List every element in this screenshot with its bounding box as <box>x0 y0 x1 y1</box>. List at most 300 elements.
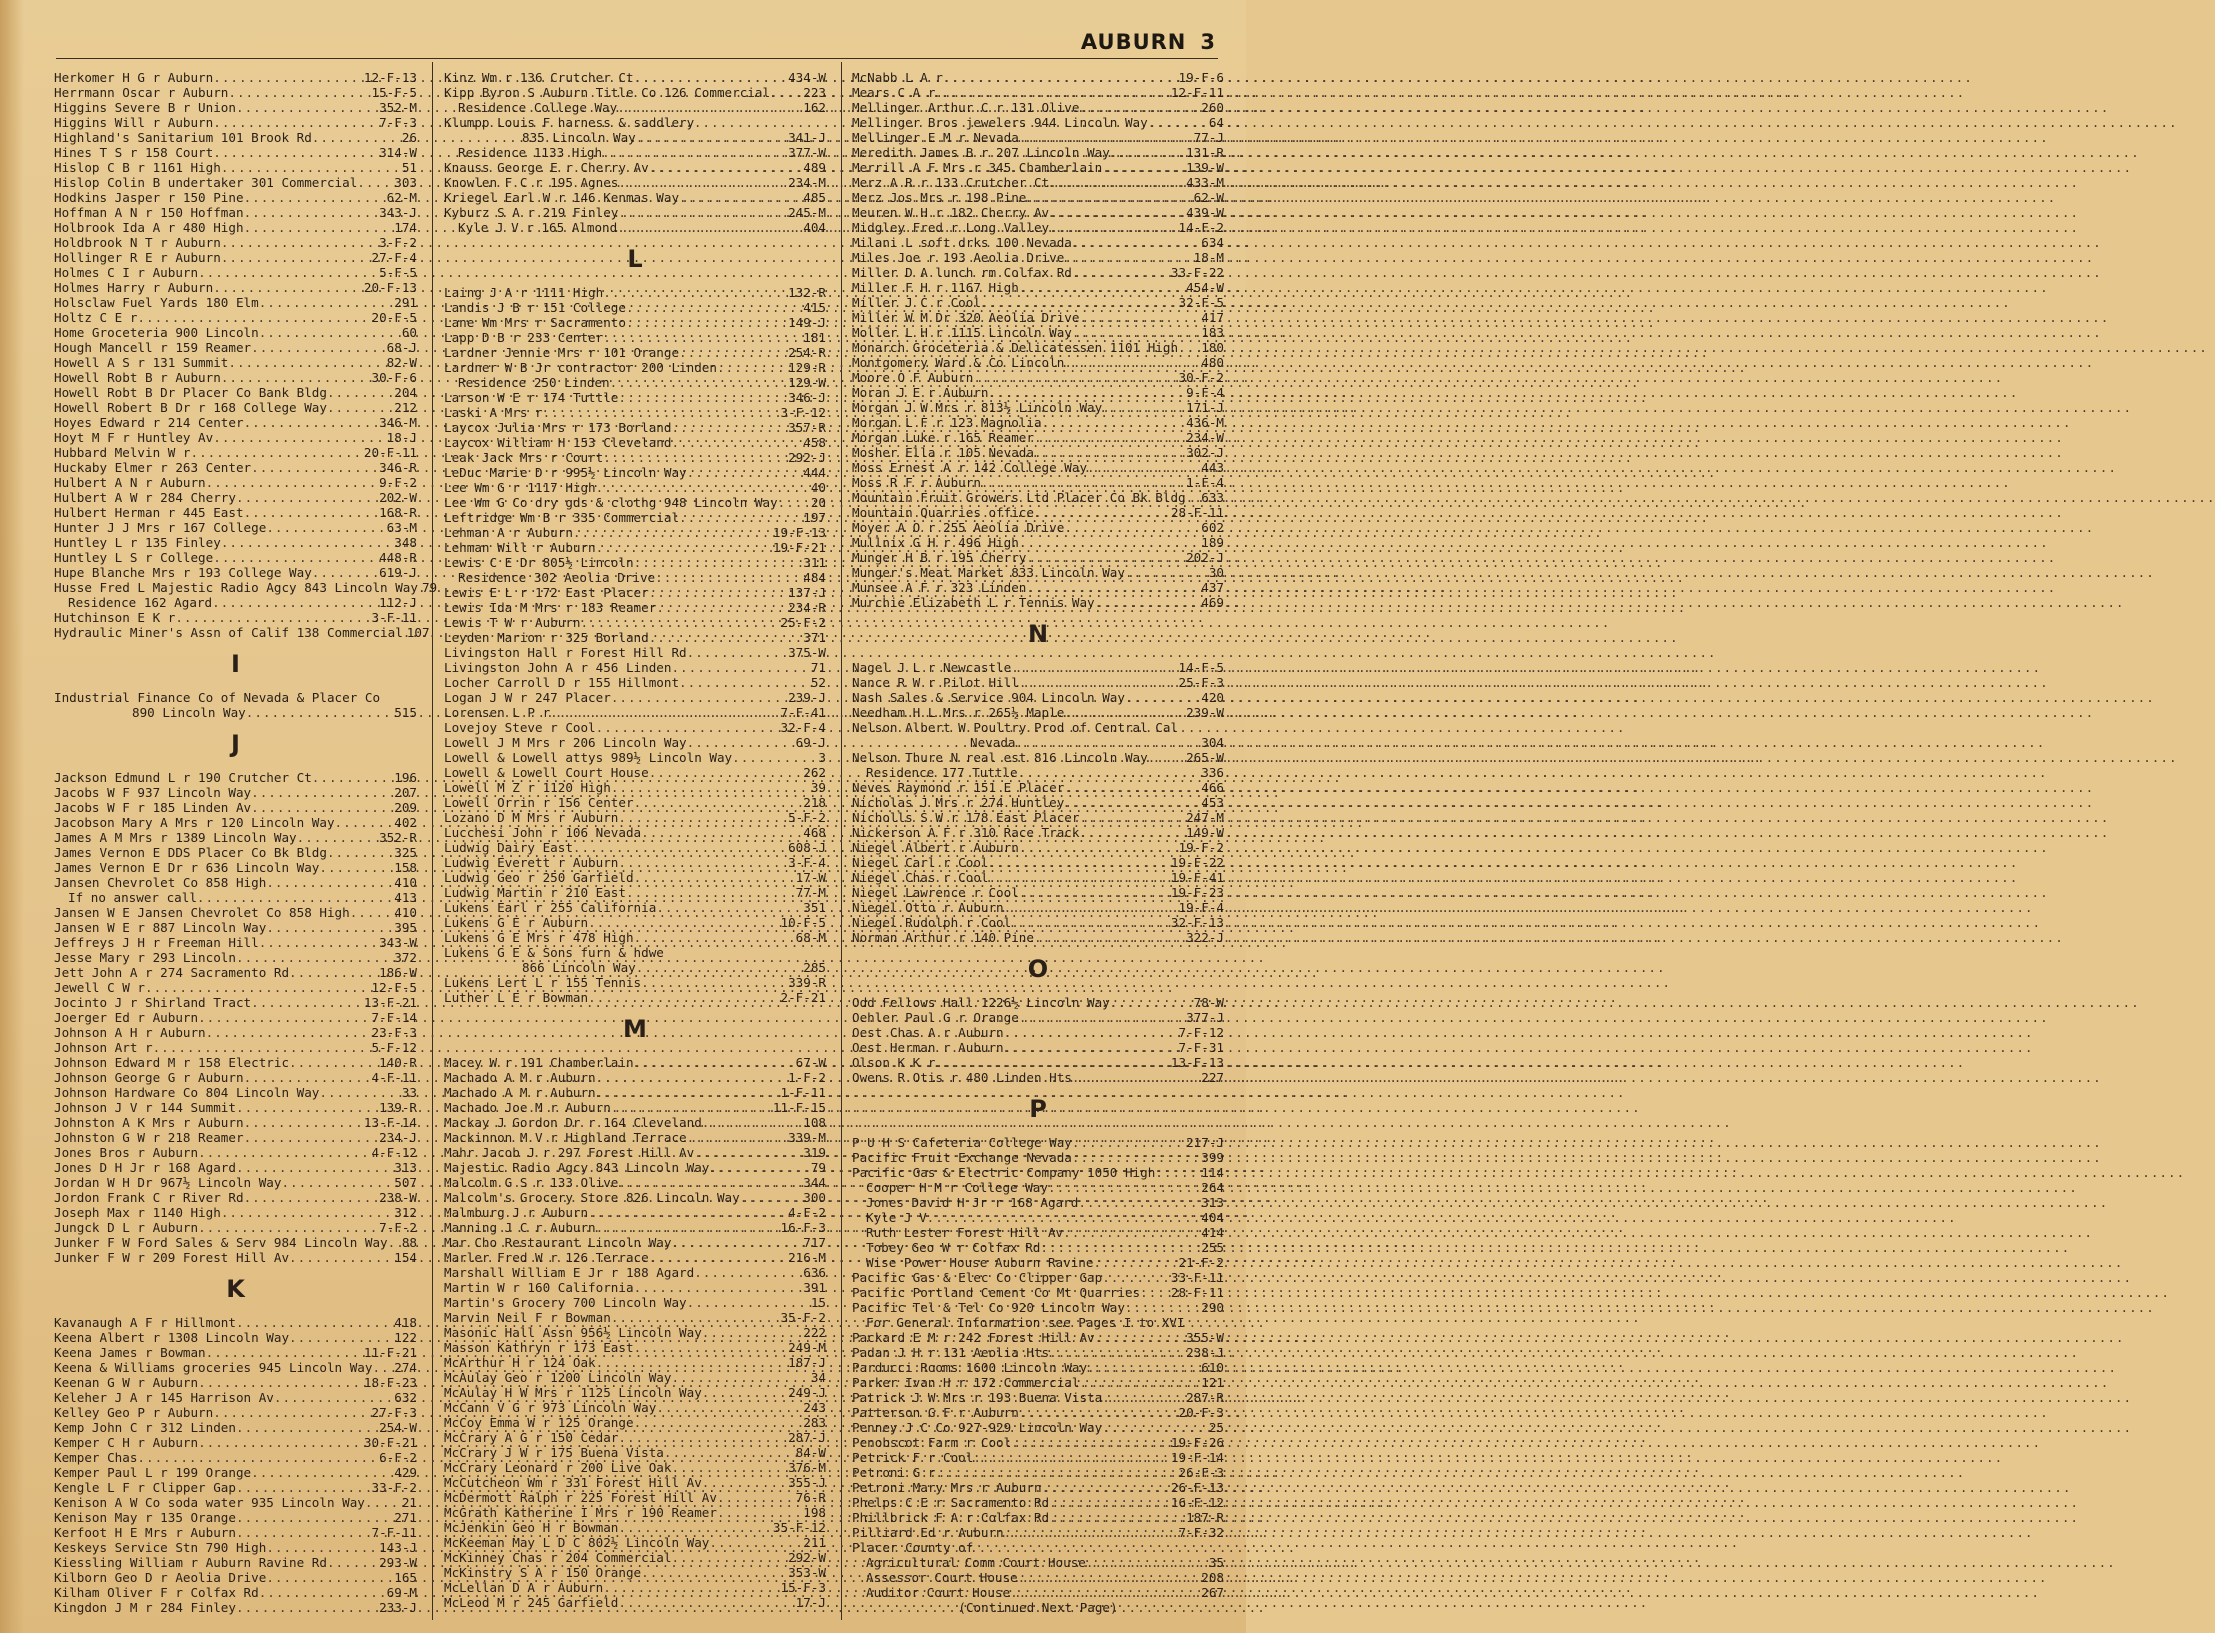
listing-phone: 352-R <box>379 830 417 845</box>
listing-row <box>54 1495 417 1510</box>
listing-row <box>852 750 1224 765</box>
leader-dots <box>198 1010 371 1025</box>
leader-dots <box>1018 765 1202 780</box>
listing-row <box>54 355 417 370</box>
leader-dots <box>611 690 788 705</box>
listing-phone: 88 <box>401 1235 417 1250</box>
listing-row <box>852 310 1224 325</box>
listing-row <box>54 280 417 295</box>
listing-phone: 71 <box>810 660 826 675</box>
listing-phone: 187-R <box>1186 1510 1224 1525</box>
listing-row <box>852 675 1224 690</box>
listing-name: Miles Joe r 193 Aeolia Drive <box>852 250 1065 265</box>
section-letter-n: N <box>1027 620 1049 648</box>
leader-dots <box>1019 130 1194 145</box>
listing-name: McKinney Chas r 204 Commercial <box>444 1550 672 1565</box>
leader-dots <box>671 435 803 450</box>
leader-dots <box>266 1570 394 1585</box>
listing-row <box>852 190 1224 205</box>
listing-name: Padan J H r 131 Aeolia Hts <box>852 1345 1050 1360</box>
listing-row <box>444 1430 826 1445</box>
listing-row <box>444 975 826 990</box>
listing-phone: 5-F-2 <box>788 810 826 825</box>
leader-dots <box>649 585 788 600</box>
listing-row <box>852 145 1224 160</box>
leader-dots <box>1125 565 1209 580</box>
listing-phone: 348 <box>394 535 417 550</box>
listing-row <box>444 115 826 130</box>
leader-dots <box>543 405 781 420</box>
listing-phone: 64 <box>1208 115 1224 130</box>
listing-phone: 507 <box>394 1175 417 1190</box>
listing-row <box>852 660 1224 675</box>
listing-phone: 32-F-5 <box>1178 295 1224 310</box>
listing-name: Residence 250 Linden <box>458 375 610 390</box>
listing-phone: 608-J <box>788 840 826 855</box>
listing-row <box>852 70 1224 85</box>
listing-name: Moller L H r 1115 Lincoln Way <box>852 325 1072 340</box>
listing-phone: 20-F-13 <box>363 280 417 295</box>
listing-name: Lowell & Lowell attys 989½ Lincoln Way <box>444 750 733 765</box>
listing-phone: 19-F-26 <box>1170 1435 1224 1450</box>
listing-name: Jacobs W F r 185 Linden Av <box>54 800 252 815</box>
listing-name: Parducci Rooms 1600 Lincoln Way <box>852 1360 1088 1375</box>
listing-row <box>54 860 417 875</box>
listing-name: Lehman Will r Auburn <box>444 540 596 555</box>
leader-dots <box>610 375 788 390</box>
leader-dots <box>618 390 788 405</box>
listing-phone: 33-F-11 <box>1170 1270 1224 1285</box>
listing-row <box>54 1390 417 1405</box>
listing-row <box>852 250 1224 265</box>
listing-name: Kilham Oliver F r Colfax Rd <box>54 1585 259 1600</box>
listing-name: Lewis Ida M Mrs r 183 Reamer <box>444 600 657 615</box>
leader-dots <box>1079 1375 1201 1390</box>
listing-row <box>444 915 826 930</box>
listing-name: Keleher J A r 145 Harrison Av <box>54 1390 274 1405</box>
listing-phone: 223 <box>803 85 826 100</box>
listing-name: Residence 162 Agard <box>68 595 213 610</box>
listing-phone: 60 <box>401 325 417 340</box>
leader-dots <box>634 1340 789 1355</box>
listing-phone: 375-W <box>788 645 826 660</box>
listing-name: Parker Ivan H r 172 Commercial <box>852 1375 1080 1390</box>
listing-row <box>852 580 1224 595</box>
listing-name: Kemp John C r 312 Linden <box>54 1420 236 1435</box>
leader-dots <box>717 1490 796 1505</box>
listing-row <box>444 465 826 480</box>
listing-phone: 292-J <box>788 450 826 465</box>
leader-dots <box>1140 1285 1171 1300</box>
listing-row <box>852 280 1224 295</box>
listing-row <box>444 810 826 825</box>
listing-row <box>54 1025 417 1040</box>
listing-phone: 132-R <box>788 285 826 300</box>
listing-phone: 11-F-21 <box>363 1345 417 1360</box>
listing-row <box>852 1055 1224 1070</box>
listing-phone: 395 <box>394 920 417 935</box>
listing-name: Hines T S r 158 Court <box>54 145 214 160</box>
listing-row <box>444 645 826 660</box>
listing-name: Petrick F r Cool <box>852 1450 974 1465</box>
listing-name: Kyburz S A r 219 Finley <box>444 205 619 220</box>
listing-phone: 1-F-11 <box>780 1085 826 1100</box>
listing-row <box>444 1580 826 1595</box>
listing-name: Hoyes Edward r 214 Center <box>54 415 244 430</box>
listing-name: Ludwig Everett r Auburn <box>444 855 619 870</box>
listing-name: Meuren W H r 182 Cherry Av <box>852 205 1050 220</box>
listing-name: Lewis E L r 172 East Placer <box>444 585 649 600</box>
listing-row <box>444 1385 826 1400</box>
listing-name: Wise Power House Auburn Ravine <box>866 1255 1094 1270</box>
leader-dots <box>213 115 379 130</box>
listing-phone: 633 <box>1201 490 1224 505</box>
listing-phone: 20 <box>810 495 826 510</box>
listing-name: McGrath Katherine I Mrs r 190 Reamer <box>444 1505 717 1520</box>
leader-dots <box>618 175 788 190</box>
listing-name: Assessor Court House <box>866 1570 1018 1585</box>
listing-name: Placer County of <box>852 1540 974 1555</box>
listing-phone: 30-F-6 <box>371 370 417 385</box>
listing-name: Jacobs W F 937 Lincoln Way <box>54 785 252 800</box>
listing-name: Mears C A r <box>852 85 936 100</box>
listing-phone: 19-F-14 <box>1170 1450 1224 1465</box>
listing-row <box>852 565 1224 580</box>
listing-phone: 19-F-22 <box>1170 855 1224 870</box>
listing-phone: 444 <box>803 465 826 480</box>
listing-phone: 5-F-5 <box>379 265 417 280</box>
listing-row <box>54 310 417 325</box>
listing-name: Junker F W Ford Sales & Serv 984 Lincoln Way <box>54 1235 388 1250</box>
listing-phone: 636 <box>803 1265 826 1280</box>
listing-row <box>444 510 826 525</box>
listing-phone: 19-F-2 <box>1178 840 1224 855</box>
listing-name: Penobscot Farm r Cool <box>852 1435 1012 1450</box>
listing-name: Jones Bros r Auburn <box>54 1145 199 1160</box>
leader-dots <box>596 1085 781 1100</box>
listing-phone: 202-J <box>1186 550 1224 565</box>
listing-phone: 372 <box>394 950 417 965</box>
listing-row <box>444 1340 826 1355</box>
listing-name: Penney J C Co 927-929 Lincoln Way <box>852 1420 1103 1435</box>
page-header <box>1081 30 1216 54</box>
leader-dots <box>1010 1585 1201 1600</box>
listing-name: Auditor Court House <box>866 1585 1011 1600</box>
leader-dots <box>935 1055 1171 1070</box>
listing-name: Mar Cho Restaurant Lincoln Way <box>444 1235 672 1250</box>
listing-phone: 303 <box>394 175 417 190</box>
listing-name: Laycox Julia Mrs r 173 Borland <box>444 420 672 435</box>
listing-row <box>852 995 1224 1010</box>
listing-name: Merz A R r 133 Crutcher Ct <box>852 175 1050 190</box>
leader-dots <box>1034 505 1171 520</box>
listing-name: Masson Kathryn r 173 East <box>444 1340 634 1355</box>
listing-phone: 346-J <box>788 390 826 405</box>
leader-dots <box>935 1465 1178 1480</box>
listing-row <box>54 1040 417 1055</box>
listing-row <box>852 810 1224 825</box>
listing-row <box>54 1055 417 1070</box>
listing-row <box>852 1150 1224 1165</box>
listing-row <box>444 750 826 765</box>
listing-phone: 489 <box>803 160 826 175</box>
listing-phone: 1-F-2 <box>788 1070 826 1085</box>
leader-dots <box>717 1505 803 1520</box>
leader-dots <box>236 1315 394 1330</box>
leader-dots <box>266 920 394 935</box>
listing-name: Klumpp Louis F harness & saddlery <box>444 115 695 130</box>
listing-row <box>444 190 826 205</box>
listing-name: Kerfoot H E Mrs r Auburn <box>54 1525 236 1540</box>
listing-phone: 271 <box>394 1510 417 1525</box>
listing-phone: 62-M <box>386 190 417 205</box>
listing-name: Jones David H Jr r 168 Agard <box>866 1195 1079 1210</box>
listing-row <box>444 480 826 495</box>
listing-name: Niegel Carl r Cool <box>852 855 989 870</box>
leader-dots <box>634 1415 804 1430</box>
listing-name: Highland's Sanitarium 101 Brook Rd <box>54 130 312 145</box>
listing-phone: 322-J <box>1186 930 1224 945</box>
listing-name: Industrial Finance Co of Nevada & Placer Co <box>54 690 381 705</box>
listing-phone: 77-J <box>1193 130 1224 145</box>
listing-phone: 3-F-12 <box>780 405 826 420</box>
leader-dots <box>197 890 394 905</box>
listing-name: Oest Herman r Auburn <box>852 1040 1004 1055</box>
listing-name: Landis J B r 151 College <box>444 300 626 315</box>
listing-phone: 174 <box>394 220 417 235</box>
listing-phone: 344 <box>803 1175 826 1190</box>
leader-dots <box>988 855 1170 870</box>
listing-phone: 162 <box>803 100 826 115</box>
listing-phone: 19-F-4 <box>1178 900 1224 915</box>
listing-name: Nance R W r Pilot Hill <box>852 675 1019 690</box>
listing-row <box>444 100 826 115</box>
listing-row <box>444 205 826 220</box>
listing-name: Holmes Harry r Auburn <box>54 280 214 295</box>
listing-row <box>54 980 417 995</box>
listing-phone: 17-W <box>795 870 826 885</box>
listing-row <box>852 175 1224 190</box>
listing-row <box>852 1070 1224 1085</box>
leader-dots <box>550 705 780 720</box>
leader-dots <box>687 1295 811 1310</box>
listing-phone: 30 <box>1208 565 1224 580</box>
leader-dots <box>365 1495 402 1510</box>
listing-phone: 12-F-11 <box>1170 85 1224 100</box>
listing-row <box>54 565 417 580</box>
listing-phone: 260 <box>1201 100 1224 115</box>
listing-row <box>852 445 1224 460</box>
listing-phone: 484 <box>803 570 826 585</box>
listing-name: Johnson Hardware Co 804 Lincoln Way <box>54 1085 320 1100</box>
listing-phone: 216-M <box>788 1250 826 1265</box>
listing-phone: 9-F-4 <box>1186 385 1224 400</box>
listing-row <box>852 1255 1224 1270</box>
listing-name: Kinz Wm r 136 Crutcher Ct <box>444 70 634 85</box>
listing-phone: 351 <box>803 900 826 915</box>
leader-dots <box>1064 780 1201 795</box>
listing-phone: 312 <box>394 1205 417 1220</box>
listing-name: Martin W r 160 California <box>444 1280 634 1295</box>
listing-row <box>54 190 417 205</box>
listing-row <box>852 1040 1224 1055</box>
leader-dots <box>687 645 788 660</box>
listing-name: Lukens G E r Auburn <box>444 915 589 930</box>
listing-row <box>444 1220 826 1235</box>
listing-name: McCrary J W r 175 Buena Vista <box>444 1445 664 1460</box>
column-3 <box>852 70 1224 1620</box>
listing-name: Lee Wm G Co dry gds & clothg 948 Lincoln Way <box>444 495 778 510</box>
leader-dots <box>687 735 796 750</box>
listing-row <box>54 995 417 1010</box>
listing-phone: 35-F-12 <box>772 1520 826 1535</box>
listing-name: Monarch Groceteria & Delicatessen 1101 High <box>852 340 1179 355</box>
leader-dots <box>1079 825 1186 840</box>
listing-name: Leak Jack Mrs r Court <box>444 450 604 465</box>
listing-name: Niegel Otto r Auburn <box>852 900 1004 915</box>
leader-dots <box>274 1390 394 1405</box>
listing-phone: 453 <box>1201 795 1224 810</box>
listing-phone: 137-J <box>788 585 826 600</box>
leader-dots <box>1026 190 1193 205</box>
listing-row <box>444 900 826 915</box>
leader-dots <box>618 855 788 870</box>
listing-row <box>444 1235 826 1250</box>
listing-row <box>444 1475 826 1490</box>
listing-row <box>444 795 826 810</box>
listing-phone: 129-R <box>788 360 826 375</box>
leader-dots <box>236 1100 379 1115</box>
listing-phone: 204 <box>394 385 417 400</box>
listing-row <box>852 325 1224 340</box>
leader-dots <box>588 990 780 1005</box>
listing-name: Kemper C H r Auburn <box>54 1435 199 1450</box>
listing-name: Hough Mancell r 159 Reamer <box>54 340 252 355</box>
listing-row <box>444 825 826 840</box>
listing-phone: 239-J <box>788 690 826 705</box>
listing-phone: 352-M <box>379 100 417 115</box>
listing-phone: 234-J <box>379 1130 417 1145</box>
listing-row <box>852 840 1224 855</box>
listing-row <box>852 780 1224 795</box>
leader-dots <box>603 1580 780 1595</box>
listing-phone: 9-F-2 <box>379 475 417 490</box>
listing-name: Martin's Grocery 700 Lincoln Way <box>444 1295 687 1310</box>
listing-name: Kipp Byron S Auburn Title Co 126 Commercial <box>444 85 771 100</box>
listing-name: Hupe Blanche Mrs r 193 College Way <box>54 565 312 580</box>
listing-name: Residence 177 Tuttle <box>866 765 1018 780</box>
listing-phone: 429 <box>394 1465 417 1480</box>
listing-phone: 249-J <box>788 1385 826 1400</box>
listing-phone: 619-J <box>379 565 417 580</box>
listing-phone: 458 <box>803 435 826 450</box>
listing-row <box>54 1085 417 1100</box>
listing-name: Packard E M r 242 Forest Hill Av <box>852 1330 1095 1345</box>
listing-phone: 15-F-5 <box>371 85 417 100</box>
listing-phone: 32-F-13 <box>1170 915 1224 930</box>
listing-row <box>54 160 417 175</box>
listing-name: Pacific Tel & Tel Co 920 Lincoln Way <box>852 1300 1125 1315</box>
leader-dots <box>319 860 394 875</box>
listing-row <box>54 475 417 490</box>
leader-dots <box>1019 535 1201 550</box>
listing-phone: 443 <box>1201 460 1224 475</box>
listing-phone: 180 <box>1201 340 1224 355</box>
listing-row <box>54 920 417 935</box>
listing-name: Lowell Orrin r 156 Center <box>444 795 634 810</box>
listing-phone: 355-W <box>1186 1330 1224 1345</box>
listing-row <box>852 1285 1224 1300</box>
listing-row <box>444 660 826 675</box>
listing-row <box>54 430 417 445</box>
listing-row <box>54 1465 417 1480</box>
listing-phone: 7-F-14 <box>371 1010 417 1025</box>
listing-phone: 207 <box>394 785 417 800</box>
listing-row <box>444 840 826 855</box>
listing-phone: 437 <box>1201 580 1224 595</box>
listing-name: Norman Arthur r 140 Pine <box>852 930 1034 945</box>
listing-row <box>852 265 1224 280</box>
leader-dots <box>602 145 788 160</box>
listing-name: Jansen Chevrolet Co 858 High <box>54 875 267 890</box>
listing-phone: 4-F-2 <box>788 1205 826 1220</box>
listing-row <box>54 535 417 550</box>
listing-name: Lehman A r Auburn <box>444 525 573 540</box>
listing-name: Huntley L r 135 Finley <box>54 535 221 550</box>
listing-row <box>852 550 1224 565</box>
listing-row <box>54 1100 417 1115</box>
listing-name: Hutchinson E K r <box>54 610 176 625</box>
listing-name: Miller W M Dr 320 Aeolia Drive <box>852 310 1080 325</box>
listing-phone: 336 <box>1201 765 1224 780</box>
listing-phone: 7-F-11 <box>371 1525 417 1540</box>
listing-name: McCrary Leonard r 200 Live Oak <box>444 1460 672 1475</box>
leader-dots <box>1093 1255 1178 1270</box>
listing-row <box>54 1510 417 1525</box>
listing-row <box>54 830 417 845</box>
listing-phone: 469 <box>1201 595 1224 610</box>
listing-phone: 108 <box>803 1115 826 1130</box>
listing-phone: 7-F-12 <box>1178 1025 1224 1040</box>
listing-phone: 34 <box>810 1370 826 1385</box>
listing-phone: 413 <box>394 890 417 905</box>
listing-phone: 414 <box>1201 1225 1224 1240</box>
listing-phone: 339-R <box>788 975 826 990</box>
listing-row <box>54 1330 417 1345</box>
leader-dots <box>671 1370 810 1385</box>
leader-dots <box>973 1450 1171 1465</box>
listing-row <box>852 1570 1224 1585</box>
leader-dots <box>190 445 363 460</box>
listing-phone: 415 <box>803 300 826 315</box>
listing-phone: 355-J <box>788 1475 826 1490</box>
listing-phone: 717 <box>803 1235 826 1250</box>
listing-row <box>444 70 826 85</box>
listing-name: Olson K K r <box>852 1055 936 1070</box>
listing-name: Ludwig Geo r 250 Garfield <box>444 870 634 885</box>
leader-dots <box>611 780 811 795</box>
listing-row <box>444 735 826 750</box>
leader-dots <box>388 1235 402 1250</box>
listing-name: Agricultural Comm Court House <box>866 1555 1086 1570</box>
listing-name: If no answer call <box>68 890 197 905</box>
listing-phone: 485 <box>803 190 826 205</box>
listing-phone: 302-J <box>1186 445 1224 460</box>
leader-dots <box>634 930 796 945</box>
listing-phone: 480 <box>1201 355 1224 370</box>
leader-dots <box>617 100 803 115</box>
listing-name: Hislop Colin B undertaker 301 Commercial <box>54 175 358 190</box>
